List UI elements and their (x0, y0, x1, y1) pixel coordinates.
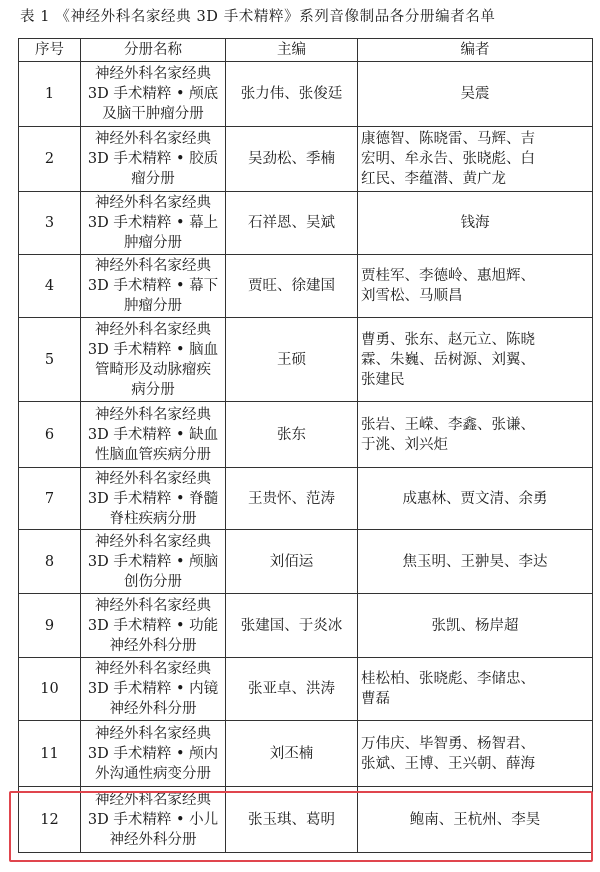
volume-name-line: 性脑血管疾病分册 (95, 446, 211, 463)
editors-line: 鲍南、王杭州、李昊 (409, 811, 541, 828)
editors-line: 曹磊 (361, 691, 390, 707)
header-volume-name: 分册名称 (81, 39, 226, 62)
table-row (19, 721, 593, 787)
editors-cell (358, 658, 593, 721)
editors-cell (358, 468, 593, 530)
volume-name-line: 肿瘤分册 (124, 298, 182, 314)
volume-name-cell (81, 402, 226, 468)
volume-name-cell (81, 468, 226, 530)
editors-line: 霖、朱巍、岳树源、刘翼、 (361, 351, 535, 368)
table-row (19, 127, 593, 192)
editors-line: 桂松柏、张晓彪、李储忠、 (361, 671, 535, 687)
row-index: 5 (19, 318, 81, 402)
volume-name-line: 病分册 (131, 381, 175, 398)
table-row (19, 787, 593, 853)
volume-name-cell (81, 127, 226, 192)
editors-cell (358, 192, 593, 255)
volume-name-line: 3D 手术精粹 • 颅内 (87, 745, 219, 762)
table-row (19, 594, 593, 658)
editor-roster-table (18, 38, 593, 853)
editors-line: 万伟庆、毕智勇、杨智君、 (361, 735, 535, 752)
volume-name-line: 3D 手术精粹 • 功能 (87, 617, 219, 634)
chief-editor-cell: 吴劲松、季楠 (226, 127, 358, 192)
volume-name-line: 神经外科名家经典 (95, 661, 211, 677)
volume-name-line: 创伤分册 (124, 573, 182, 590)
volume-name-cell (81, 192, 226, 255)
chief-editor-cell: 张建国、于炎冰 (226, 594, 358, 658)
volume-name-line: 神经外科名家经典 (95, 321, 211, 338)
row-index: 7 (19, 468, 81, 530)
volume-name-line: 3D 手术精粹 • 颅底 (87, 86, 219, 102)
chief-editor-cell: 王硕 (226, 318, 358, 402)
volume-name-line: 神经外科名家经典 (95, 66, 211, 82)
volume-name-line: 3D 手术精粹 • 内镜 (87, 681, 219, 697)
volume-name-line: 瘤分册 (131, 171, 175, 187)
volume-name-line: 3D 手术精粹 • 胶质 (87, 151, 219, 167)
volume-name-line: 3D 手术精粹 • 小儿 (87, 811, 219, 828)
volume-name-line: 管畸形及动脉瘤疾 (95, 361, 211, 378)
header-index: 序号 (19, 39, 81, 62)
editors-cell (358, 318, 593, 402)
chief-editor-cell: 王贵怀、范涛 (226, 468, 358, 530)
volume-name-line: 3D 手术精粹 • 颅脑 (87, 553, 219, 570)
editors-line: 宏明、牟永告、张晓彪、白 (361, 151, 535, 167)
volume-name-cell (81, 787, 226, 853)
chief-editor-cell: 张亚卓、洪涛 (226, 658, 358, 721)
chief-editor-cell: 石祥恩、吴斌 (226, 192, 358, 255)
volume-name-line: 外沟通性病变分册 (95, 765, 211, 782)
volume-name-cell (81, 318, 226, 402)
editors-line: 张斌、王博、王兴朝、薛海 (361, 755, 535, 772)
row-index: 1 (19, 62, 81, 127)
volume-name-line: 神经外科名家经典 (95, 195, 211, 211)
table-row (19, 318, 593, 402)
volume-name-line: 神经外科名家经典 (95, 258, 211, 274)
volume-name-line: 神经外科分册 (109, 637, 197, 654)
volume-name-line: 3D 手术精粹 • 缺血 (87, 426, 219, 443)
volume-name-line: 3D 手术精粹 • 脑血 (87, 341, 219, 358)
volume-name-line: 肿瘤分册 (124, 235, 182, 251)
editors-line: 曹勇、张东、赵元立、陈晓 (361, 331, 535, 348)
volume-name-cell (81, 721, 226, 787)
row-index: 10 (19, 658, 81, 721)
table-row (19, 658, 593, 721)
volume-name-line: 神经外科名家经典 (95, 131, 211, 147)
table-row (19, 192, 593, 255)
editors-line: 吴震 (460, 86, 490, 102)
editors-cell (358, 530, 593, 594)
editors-line: 张凯、杨岸超 (431, 617, 519, 634)
row-index: 6 (19, 402, 81, 468)
volume-name-line: 脊柱疾病分册 (109, 510, 197, 527)
editors-line: 焦玉明、王翀昊、李达 (402, 553, 548, 570)
volume-name-cell (81, 255, 226, 318)
chief-editor-cell: 贾旺、徐建国 (226, 255, 358, 318)
header-chief-editor: 主编 (226, 39, 358, 62)
chief-editor-cell: 刘丕楠 (226, 721, 358, 787)
table-row (19, 530, 593, 594)
chief-editor-cell: 刘佰运 (226, 530, 358, 594)
volume-name-line: 神经外科名家经典 (95, 406, 211, 423)
chief-editor-cell: 张东 (226, 402, 358, 468)
editors-cell (358, 255, 593, 318)
volume-name-line: 3D 手术精粹 • 幕上 (87, 215, 219, 231)
editors-line: 贾桂军、李德岭、惠旭辉、 (361, 268, 535, 284)
row-index: 11 (19, 721, 81, 787)
table-row (19, 62, 593, 127)
row-index: 4 (19, 255, 81, 318)
table-row (19, 468, 593, 530)
volume-name-line: 神经外科名家经典 (95, 791, 211, 808)
editors-cell (358, 62, 593, 127)
table-header-row (19, 39, 593, 62)
row-index: 12 (19, 787, 81, 853)
volume-name-cell (81, 594, 226, 658)
editors-line: 成惠林、贾文清、余勇 (402, 490, 548, 507)
editors-line: 红民、李蕴潜、黄广龙 (361, 171, 506, 187)
editors-cell (358, 721, 593, 787)
editors-line: 刘雪松、马顺昌 (361, 288, 463, 304)
volume-name-line: 3D 手术精粹 • 幕下 (87, 278, 219, 294)
editors-line: 于洮、刘兴炬 (361, 436, 448, 453)
table-body (19, 62, 593, 853)
row-index: 2 (19, 127, 81, 192)
volume-name-line: 神经外科名家经典 (95, 470, 211, 487)
row-index: 8 (19, 530, 81, 594)
editors-line: 钱海 (460, 215, 490, 231)
editors-cell (358, 594, 593, 658)
header-editors: 编者 (358, 39, 593, 62)
chief-editor-cell: 张玉琪、葛明 (226, 787, 358, 853)
table-row (19, 402, 593, 468)
volume-name-line: 及脑干肿瘤分册 (102, 106, 204, 122)
volume-name-line: 神经外科名家经典 (95, 597, 211, 614)
volume-name-cell (81, 658, 226, 721)
volume-name-line: 神经外科分册 (109, 701, 197, 717)
table-caption: 表 1 《神经外科名家经典 3D 手术精粹》系列音像制品各分册编者名单 (20, 9, 496, 25)
volume-name-cell (81, 62, 226, 127)
volume-name-line: 神经外科名家经典 (95, 725, 211, 742)
editors-line: 张建民 (361, 371, 405, 388)
editors-line: 张岩、王嵘、李鑫、张谦、 (361, 416, 535, 433)
chief-editor-cell: 张力伟、张俊廷 (226, 62, 358, 127)
editors-cell (358, 402, 593, 468)
row-index: 9 (19, 594, 81, 658)
editors-line: 康德智、陈晓雷、马辉、吉 (361, 131, 535, 147)
volume-name-line: 神经外科名家经典 (95, 533, 211, 550)
volume-name-cell (81, 530, 226, 594)
editors-cell (358, 127, 593, 192)
row-index: 3 (19, 192, 81, 255)
volume-name-line: 3D 手术精粹 • 脊髓 (87, 490, 219, 507)
volume-name-line: 神经外科分册 (109, 831, 197, 848)
editors-cell (358, 787, 593, 853)
table-row (19, 255, 593, 318)
